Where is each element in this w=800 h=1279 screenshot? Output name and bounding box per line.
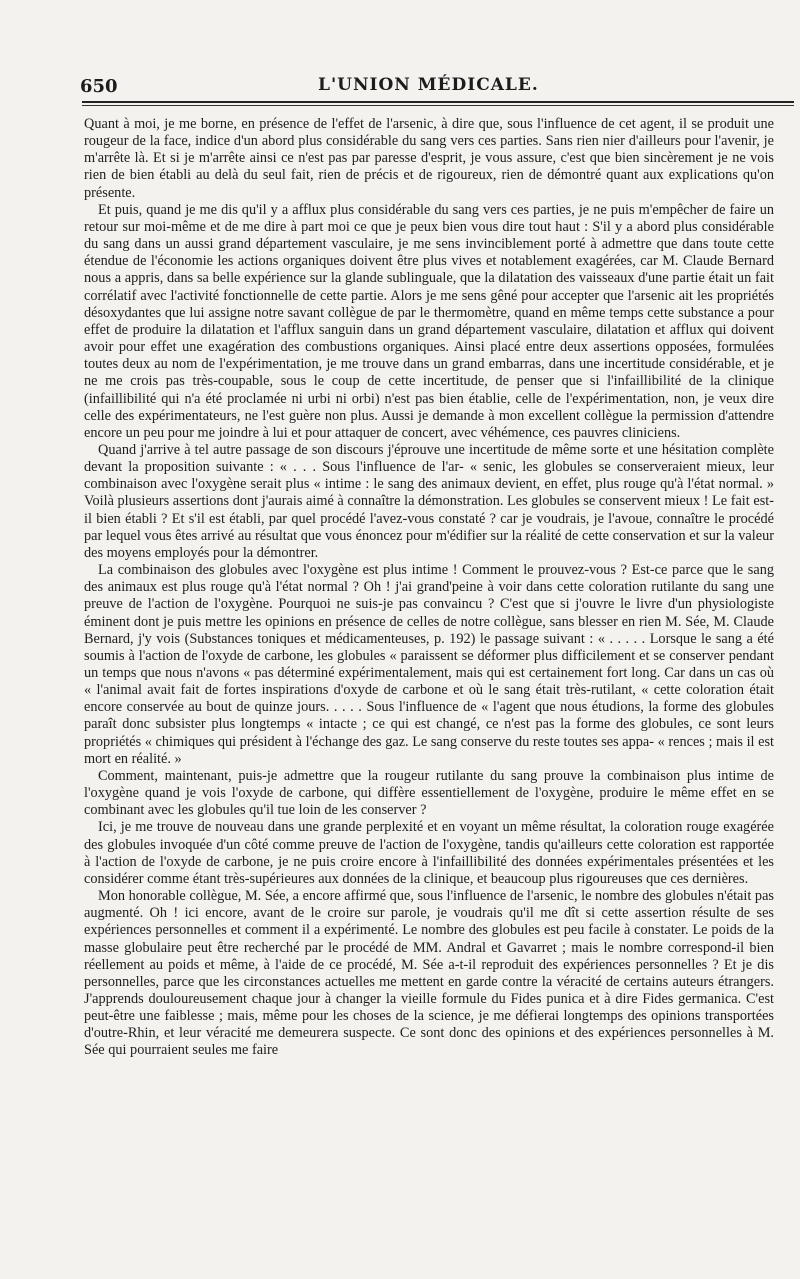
paragraph: Ici, je me trouve de nouveau dans une grande perplexité et en voyant un même résultat, la coloration rouge exagérée des globules invoquée d'un côté comme preuve de l'action de l'oxygène, tandis qu'ailleurs cette coloration est rapportée à l'action de l'oxyde de carbone, je ne puis croire encore à l'infaillibilité des données expérimentales présentées et les considérer comme étant très-supérieures aux données de la clinique, et beaucoup plus rigoureuses que ces dernières. (84, 819, 774, 887)
page-header (80, 74, 792, 102)
paragraph: Quant à moi, je me borne, en présence de l'effet de l'arsenic, à dire que, sous l'influence de cet agent, il se produit une rougeur de la face, indice d'un abord plus considérable du sang vers ces parties. Sans rien nier d'ailleurs pour l'avenir, je m'arrête là. Et si je m'arrête ainsi ce n'est pas par paresse d'esprit, je vous assure, c'est que bien sincèrement je ne vois rien de bien établi au delà du seul fait, rien de précis et de rigoureux, rien de démontré quant aux explications qu'on présente. (84, 116, 774, 201)
header-rule-thin (82, 105, 794, 106)
running-title: L'UNION MÉDICALE. (318, 75, 539, 95)
paragraph: Quand j'arrive à tel autre passage de son discours j'éprouve une incertitude de même sorte et une hésitation complète devant la proposition suivante : « . . . Sous l'influence de l'ar- « senic, les globules se conserveraient mieux, leur combinaison avec l'oxygène serait plus « intime : le sang des animaux devient, en effet, plus rouge qu'à l'état normal. » Voilà plusieurs assertions dont j'aurais aimé à connaître la démonstration. Les globules se conservent mieux ! Le fait est-il bien établi ? Et s'il est établi, par quel procédé l'avez-vous constaté ? car je voudrais, je l'avoue, connaître le procédé par lequel vous êtes arrivé au résultat que vous énoncez pour m'édifier sur la réalité de cette conservation et sur la valeur des moyens employés pour la démontrer. (84, 441, 774, 561)
paragraph: Comment, maintenant, puis-je admettre que la rougeur rutilante du sang prouve la combinaison plus intime de l'oxygène quand je vois l'oxyde de carbone, qui diffère essentiellement de l'oxygène, produire le même effet en se combinant avec les globules qu'il tue loin de les conserver ? (84, 767, 774, 819)
header-rule (82, 101, 794, 103)
paragraph: La combinaison des globules avec l'oxygène est plus intime ! Comment le prouvez-vous ? Est-ce parce que le sang des animaux est plus rouge qu'à l'état normal ? Oh ! j'ai grand'peine à voir dans cette coloration rutilante du sang une preuve de l'action de l'oxygène. Pourquoi ne suis-je pas convaincu ? C'est que si j'ouvre le livre d'un physiologiste éminent dont je puis mettre les opinions en présence de celles de notre collègue, sans blesser en rien M. Sée, M. Claude Bernard, j'y vois (Substances toniques et médicamenteuses, p. 192) le passage suivant : « . . . . . Lorsque le sang a été soumis à l'action de l'oxyde de carbone, les globules « paraissent se déformer plus difficilement et se conserver pendant un temps que nous n'avons « pas déterminé expérimentalement, mais qui est certainement fort long. Car dans un cas où « l'animal avait fait de fortes inspirations d'oxyde de carbone et où le sang était très-rutilant, « cette coloration était encore conservée au bout de quinze jours. . . . . Sous l'influence de « l'agent que nous étudions, la forme des globules paraît donc subsister plus longtemps « intacte ; ce qui est changé, ce n'est pas la forme des globules, ce sont leurs propriétés « chimiques qui président à l'échange des gaz. Le sang conserve du reste toutes ses appa- « rences ; mais il est mort en réalité. » (84, 562, 774, 767)
paragraph: Mon honorable collègue, M. Sée, a encore affirmé que, sous l'influence de l'arsenic, le nombre des globules n'était pas augmenté. Oh ! ici encore, avant de le croire sur parole, je voudrais qu'il me dît si cette assertion résulte de ses expériences personnelles et comment il a expérimenté. Le nombre des globules est peu facile à constater. Le poids de la masse globulaire peut être recherché par le procédé de MM. Andral et Gavarret ; mais le nombre correspond-il bien réellement au poids et même, à l'aide de ce procédé, M. Sée a-t-il reproduit des expériences personnelles ? Et je dis personnelles, parce que les circonstances actuelles me mettent en garde contre la véracité de certains auteurs étrangers. J'apprends douloureusement chaque jour à changer la vieille formule du Fides punica et à dire Fides germanica. C'est peut-être une faiblesse ; mais, même pour les choses de la science, je me défierai longtemps des opinions transportées d'outre-Rhin, et leur véracité me demeurera suspecte. Ce sont donc des opinions et des expériences personnelles à M. Sée qui pourraient seules me faire (84, 888, 774, 1059)
article-body (84, 116, 774, 1060)
page-number: 650 (80, 76, 118, 97)
paragraph: Et puis, quand je me dis qu'il y a afflux plus considérable du sang vers ces parties, je ne puis m'empêcher de faire un retour sur moi-même et de me dire à part moi ce que je peux bien vous dire tout haut : S'il y a abord plus considérable du sang dans un aussi grand département vasculaire, je me sens invinciblement porté à admettre que dans toute cette étendue de l'économie les actions organiques doivent être plus vives et notablement exagérées, car M. Claude Bernard nous a appris, dans sa belle expérience sur la glande sublinguale, que la dilatation des vaisseaux d'une partie était un fait corrélatif avec l'activité fonctionnelle de cette partie. Alors je me sens gêné pour accepter que l'arsenic ait les propriétés désoxydantes que lui assigne notre savant collègue de par le thermomètre, quand en même temps cette substance a pour effet de produire la dilatation et l'afflux sanguin dans un grand département vasculaire, dilatation et afflux qui doivent avoir pour effet une exagération des combustions organiques. Ainsi placé entre deux assertions opposées, formulées toutes deux au nom de l'expérimentation, je me trouve dans un grand embarras, dans une incertitude considérable, et je ne me crois pas très-coupable, sous le coup de cette incertitude, de penser que si l'infaillibilité de la clinique (infaillibilité qui n'a été proclamée ni urbi ni orbi) n'est pas bien établie, celle de l'expérimentation, non, je veux dire celle des expérimentateurs, ne l'est guère non plus. Aussi je demande à mon excellent collègue la permission d'attendre encore un peu pour me joindre à lui et pour attaquer de concert, avec véhémence, ces pauvres cliniciens. (84, 201, 774, 441)
